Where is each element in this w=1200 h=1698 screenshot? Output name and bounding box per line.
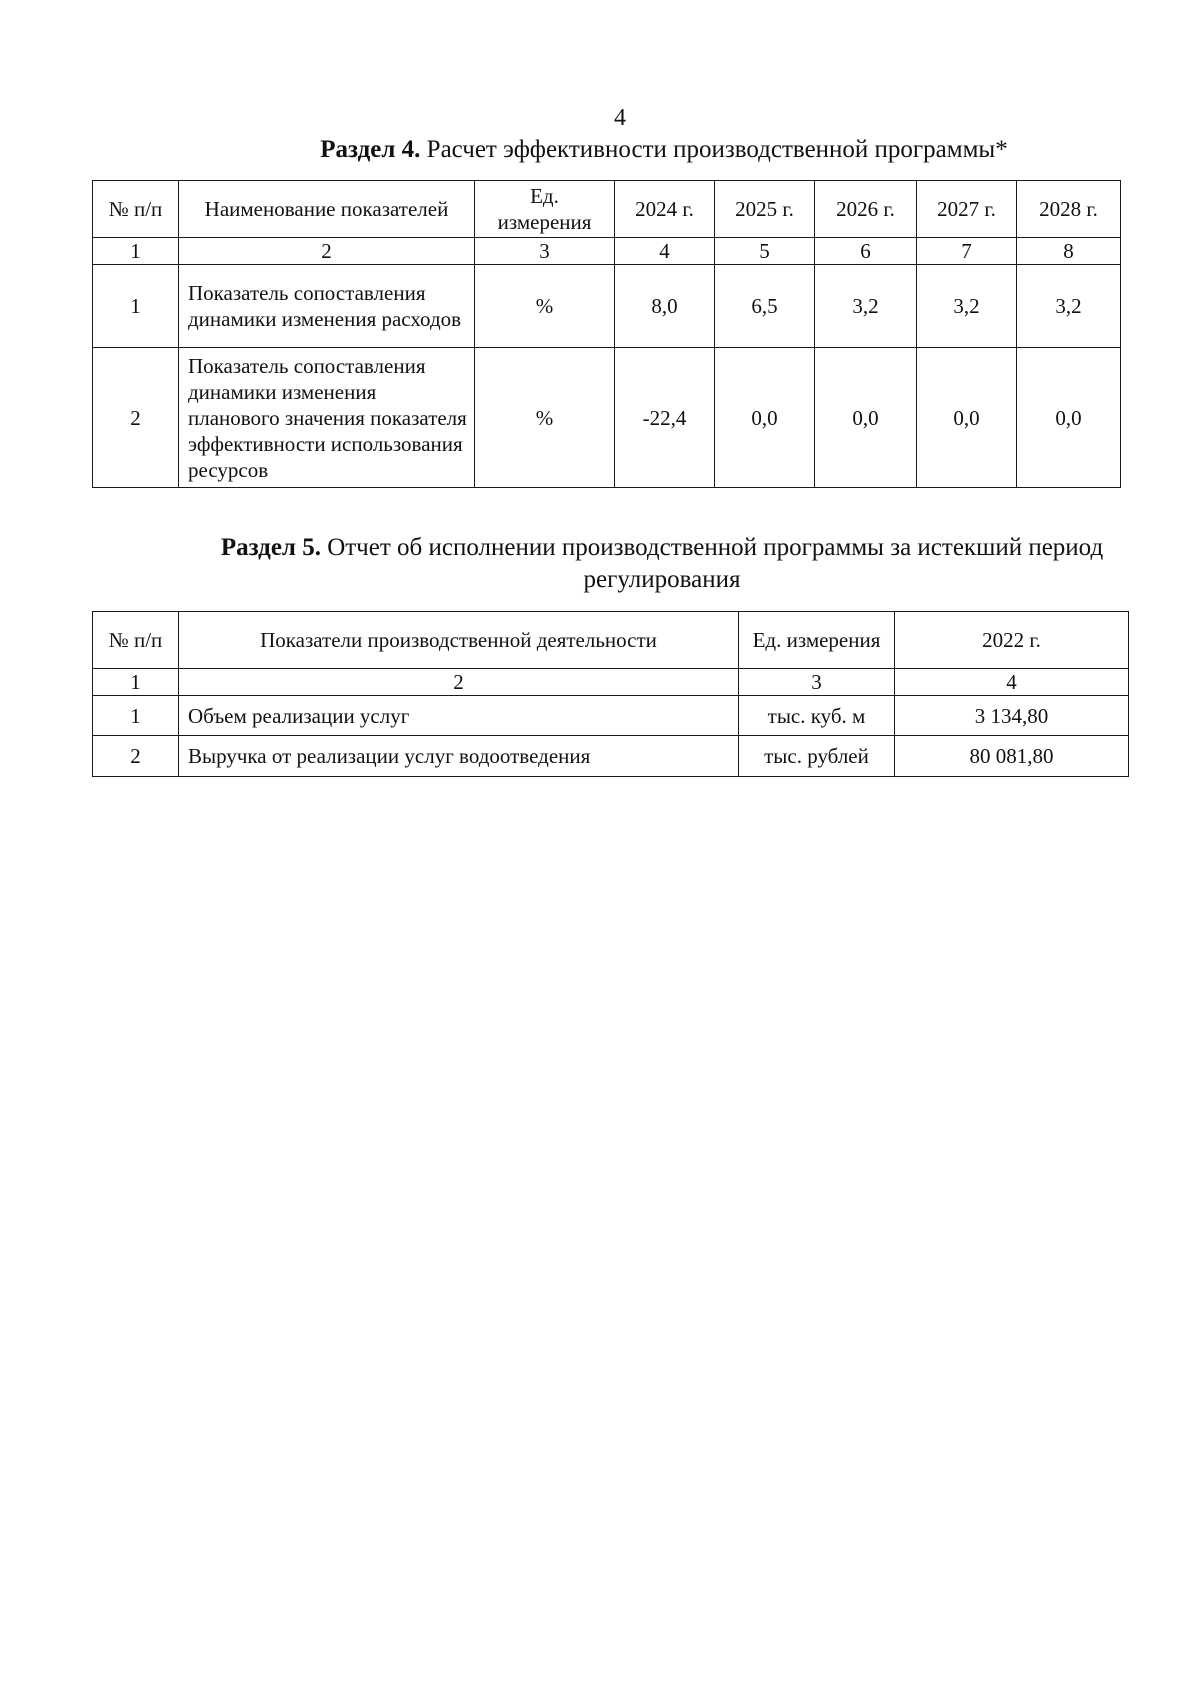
column-number: 6: [815, 238, 917, 265]
header-cell: Ед. измерения: [739, 612, 895, 669]
section-4-header-row: [93, 181, 1121, 238]
table-row: [93, 348, 1121, 488]
header-cell: 2025 г.: [715, 181, 815, 238]
header-cell: Показатели производственной деятельности: [179, 612, 739, 669]
value-2025: 6,5: [715, 265, 815, 348]
section-5-title-bold: Раздел 5.: [220, 534, 321, 561]
section-5-header-row: [93, 612, 1129, 669]
header-cell: 2027 г.: [917, 181, 1017, 238]
header-cell: № п/п: [93, 181, 179, 238]
table-row: [93, 696, 1129, 736]
column-number: 8: [1017, 238, 1121, 265]
section-4-table: [92, 180, 1121, 488]
indicator-name: Показатель сопоставления динамики изменения планового значения показателя эффективности использования ресурсов: [179, 348, 475, 488]
value-2026: 3,2: [815, 265, 917, 348]
header-cell: 2026 г.: [815, 181, 917, 238]
column-number: 4: [895, 669, 1129, 696]
column-number: 3: [739, 669, 895, 696]
header-cell: Ед. измерения: [475, 181, 615, 238]
section-4-title-bold: Раздел 4.: [320, 136, 421, 163]
value-2022: 80 081,80: [895, 736, 1129, 777]
section-5-title-text: Отчет об исполнении производственной программы за истекший период регулирования: [320, 534, 1104, 593]
section-4-title: [90, 134, 1200, 166]
value-2024: -22,4: [615, 348, 715, 488]
section-5-table: [92, 611, 1129, 777]
row-number: 2: [93, 736, 179, 777]
unit: тыс. рублей: [739, 736, 895, 777]
column-number: 3: [475, 238, 615, 265]
column-number: 1: [93, 238, 179, 265]
header-cell: 2022 г.: [895, 612, 1129, 669]
value-2026: 0,0: [815, 348, 917, 488]
value-2024: 8,0: [615, 265, 715, 348]
section-5-column-number-row: [93, 669, 1129, 696]
section-4-column-number-row: [93, 238, 1121, 265]
column-number: 1: [93, 669, 179, 696]
header-cell: Наименование показателей: [179, 181, 475, 238]
indicator-name: Объем реализации услуг: [179, 696, 739, 736]
value-2027: 0,0: [917, 348, 1017, 488]
row-number: 1: [93, 696, 179, 736]
unit: тыс. куб. м: [739, 696, 895, 736]
header-cell: 2028 г.: [1017, 181, 1121, 238]
column-number: 2: [179, 238, 475, 265]
value-2028: 3,2: [1017, 265, 1121, 348]
indicator-name: Выручка от реализации услуг водоотведения: [179, 736, 739, 777]
value-2022: 3 134,80: [895, 696, 1129, 736]
value-2028: 0,0: [1017, 348, 1121, 488]
table-row: [93, 736, 1129, 777]
row-number: 1: [93, 265, 179, 348]
section-4-title-text: Расчет эффективности производственной программы*: [420, 136, 1008, 163]
table-row: [93, 265, 1121, 348]
row-number: 2: [93, 348, 179, 488]
header-cell: № п/п: [93, 612, 179, 669]
section-5-title: [212, 532, 1112, 596]
indicator-name: Показатель сопоставления динамики изменения расходов: [179, 265, 475, 348]
column-number: 5: [715, 238, 815, 265]
value-2027: 3,2: [917, 265, 1017, 348]
column-number: 2: [179, 669, 739, 696]
page-number: 4: [614, 105, 626, 131]
unit: %: [475, 348, 615, 488]
unit: %: [475, 265, 615, 348]
column-number: 7: [917, 238, 1017, 265]
value-2025: 0,0: [715, 348, 815, 488]
header-cell: 2024 г.: [615, 181, 715, 238]
column-number: 4: [615, 238, 715, 265]
